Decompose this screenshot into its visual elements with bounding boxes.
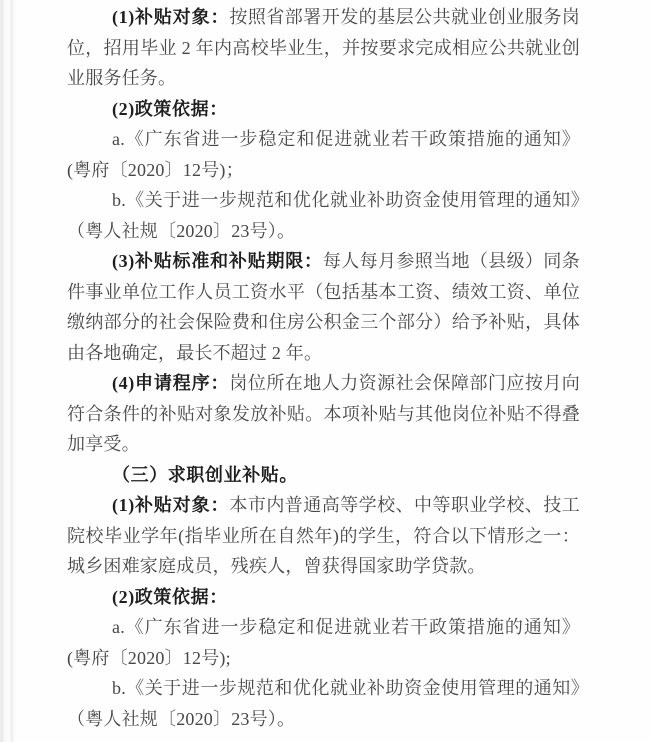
paragraph-text: 每人每月参照当地（县级）同条件事业单位工作人员工资水平（包括基本工资、绩效工资、单位缴纳部分的社会保险费和住房公积金三个部分）给予补贴，具体由各地确定，最长不超过 2 年。 xyxy=(67,251,580,363)
paragraph-heading: (2)政策依据： xyxy=(112,586,228,607)
paragraph xyxy=(67,490,580,582)
paragraph-text: b.《关于进一步规范和优化就业补助资金使用管理的通知》（粤人社规〔2020〕23号）。 xyxy=(67,678,580,729)
paragraph-text: 本市内普通高等学校、中等职业学校、技工院校毕业学年(指毕业所在自然年)的学生，符合以下情形之一：城乡困难家庭成员，残疾人，曾获得国家助学贷款。 xyxy=(67,495,580,576)
paragraph-text: b.《关于进一步规范和优化就业补助资金使用管理的通知》（粤人社规〔2020〕23号）。 xyxy=(67,190,580,241)
paragraph xyxy=(67,185,580,246)
paragraph xyxy=(67,2,580,94)
paragraph xyxy=(67,368,580,460)
paragraph-heading: (4)申请程序： xyxy=(112,373,230,393)
paragraph-heading: (2)政策依据： xyxy=(112,98,228,119)
paragraph xyxy=(67,612,580,673)
paragraph-heading: （三）求职创业补贴。 xyxy=(112,464,298,485)
paragraph-text: 岗位所在地人力资源社会保障部门应按月向符合条件的补贴对象发放补贴。本项补贴与其他岗位补贴不得叠加享受。 xyxy=(67,373,580,454)
paragraph-heading: (1)补贴对象： xyxy=(112,495,230,515)
paragraph-heading: (3)补贴标准和补贴期限： xyxy=(112,251,323,271)
paragraph xyxy=(67,94,580,125)
document-content xyxy=(67,0,580,734)
paragraph xyxy=(67,673,580,734)
paragraph-text: 按照省部署开发的基层公共就业创业服务岗位，招用毕业 2 年内高校毕业生，并按要求完成相应公共就业创业服务任务。 xyxy=(67,7,580,88)
page-edge-shadow xyxy=(0,0,18,742)
paragraph-text: a.《广东省进一步稳定和促进就业若干政策措施的通知》(粤府〔2020〕12号)； xyxy=(67,129,580,180)
paragraph-heading: (1)补贴对象： xyxy=(112,7,230,27)
paragraph xyxy=(67,582,580,613)
paragraph xyxy=(67,124,580,185)
paragraph xyxy=(67,460,580,491)
paragraph xyxy=(67,246,580,368)
paragraph-text: a.《广东省进一步稳定和促进就业若干政策措施的通知》(粤府〔2020〕12号); xyxy=(67,617,580,668)
